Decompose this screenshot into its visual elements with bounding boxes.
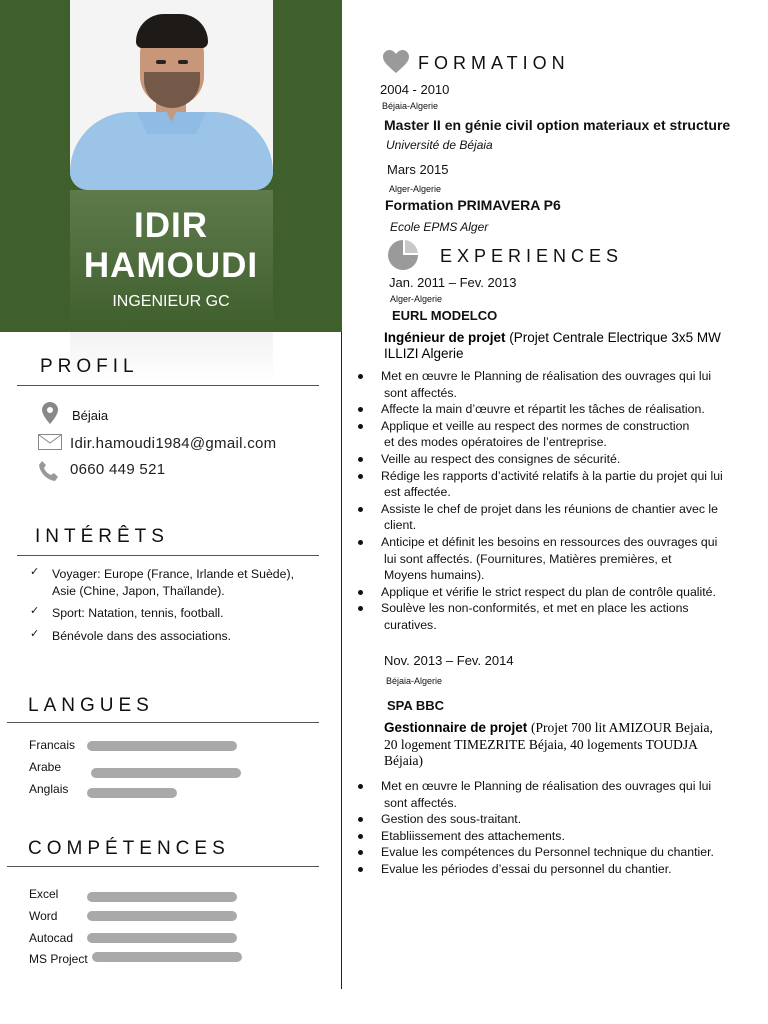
- task-item: [358, 534, 763, 584]
- skill-label: Word: [29, 909, 58, 923]
- profil-divider: [17, 385, 319, 386]
- experiences-heading: EXPERIENCES: [440, 246, 624, 266]
- interest-item: Voyager: Europe (France, Irlande et Suède), Asie (Chine, Japon, Thaïlande).: [52, 567, 294, 598]
- language-label: Arabe: [29, 760, 62, 774]
- bullet-icon: [358, 784, 363, 789]
- bullet-icon: [358, 590, 363, 595]
- task-item: [358, 451, 763, 468]
- task-text: lui sont affectés. (Fournitures, Matières premières, et: [384, 551, 672, 566]
- bullet-icon: [358, 507, 363, 512]
- task-text: sont affectés.: [384, 385, 457, 400]
- task-item: [358, 811, 763, 828]
- job-role: Ingénieur de projet (Projet Centrale Electrique 3x5 MW ILLIZI Algerie: [384, 330, 721, 361]
- skill-label: Autocad: [29, 931, 74, 945]
- task-text: sont affectés.: [384, 795, 457, 810]
- job-task-list: [358, 368, 763, 634]
- bullet-icon: [358, 374, 363, 379]
- first-name: IDIR: [134, 206, 208, 245]
- task-text: Gestion des sous-traitant.: [381, 812, 522, 827]
- formation-degree: Master II en génie civil option materiaux et structure: [384, 117, 731, 133]
- task-text: Applique et vérifie le strict respect du plan de contrôle qualité.: [381, 584, 716, 599]
- task-text: Evalue les compétences du Personnel technique du chantier.: [381, 845, 714, 860]
- task-text: Anticipe et définit les besoins en ressources des ouvrages qui: [381, 534, 718, 549]
- language-level-bar: [87, 741, 237, 751]
- task-text: et des modes opératoires de l’entreprise.: [384, 435, 607, 450]
- skill-level-bar: [87, 911, 237, 921]
- job-location: Alger-Algerie: [390, 294, 443, 304]
- profil-email[interactable]: Idir.hamoudi1984@gmail.com: [70, 435, 277, 452]
- checkmark-icon: ✓: [30, 605, 40, 617]
- bullet-icon: [358, 474, 363, 479]
- bullet-icon: [358, 407, 363, 412]
- competences-divider: [7, 866, 319, 867]
- column-divider: [341, 332, 342, 989]
- bullet-icon: [358, 540, 363, 545]
- bullet-icon: [358, 867, 363, 872]
- job-company: EURL MODELCO: [392, 308, 498, 323]
- task-item: [358, 778, 763, 811]
- job-subtitle: INGENIEUR GC: [112, 293, 230, 310]
- task-text: Met en œuvre le Planning de réalisation des ouvrages qui lui: [381, 779, 712, 793]
- interets-heading: INTÉRÊTS: [35, 526, 169, 547]
- language-level-bar: [87, 788, 177, 798]
- heart-icon: [383, 50, 409, 79]
- formation-school: Université de Béjaia: [386, 138, 493, 152]
- checkmark-icon: ✓: [30, 566, 40, 578]
- task-item: [358, 844, 763, 861]
- task-item: [358, 861, 763, 878]
- profile-photo: [70, 0, 273, 190]
- last-name: HAMOUDI: [83, 246, 259, 285]
- task-item: [358, 501, 763, 534]
- bullet-icon: [358, 850, 363, 855]
- task-text: Rédige les rapports d’activité relatifs à la partie du projet qui lui: [381, 468, 723, 483]
- task-text: Evalue les périodes d’essai du personnel du chantier.: [381, 861, 672, 876]
- language-label: Anglais: [29, 782, 69, 796]
- skill-level-bar: [87, 933, 237, 943]
- langues-heading: LANGUES: [28, 695, 154, 716]
- pie-chart-icon: [388, 240, 420, 275]
- task-text: Etabliissement des attachements.: [381, 828, 565, 843]
- envelope-icon: [38, 434, 62, 455]
- language-level-bar: [91, 768, 241, 778]
- job-company: SPA BBC: [387, 698, 445, 713]
- phone-icon: [38, 460, 60, 487]
- interest-item: Sport: Natation, tennis, football.: [52, 606, 224, 620]
- checkmark-icon: ✓: [30, 628, 40, 640]
- task-text: est affectée.: [384, 485, 451, 500]
- job-role: Gestionnaire de projet (Projet 700 lit AMIZOUR Bejaia, 20 logement TIMEZRITE Béjaia, 40 logements TOUDJA Béjaia): [384, 720, 713, 768]
- task-text: Assiste le chef de projet dans les réunions de chantier avec le: [381, 501, 718, 516]
- job-dates: Nov. 2013 – Fev. 2014: [384, 653, 514, 668]
- profil-location: Béjaia: [72, 408, 109, 423]
- profil-phone[interactable]: 0660 449 521: [70, 461, 166, 478]
- task-text: Veille au respect des consignes de sécurité.: [381, 451, 621, 466]
- task-item: [358, 600, 763, 633]
- task-item: [358, 368, 763, 401]
- formation-degree: Formation PRIMAVERA P6: [385, 197, 561, 213]
- bullet-icon: [358, 424, 363, 429]
- task-item: [358, 468, 763, 501]
- formation-dates: Mars 2015: [387, 162, 449, 177]
- bullet-icon: [358, 457, 363, 462]
- competences-heading: COMPÉTENCES: [28, 838, 230, 859]
- task-text: Applique et veille au respect des normes de construction: [381, 418, 690, 433]
- job-dates: Jan. 2011 – Fev. 2013: [389, 275, 517, 290]
- language-label: Francais: [29, 738, 76, 752]
- profil-heading: PROFIL: [40, 356, 139, 377]
- formation-location: Alger-Algerie: [389, 184, 442, 194]
- task-text: client.: [384, 518, 417, 533]
- task-item: [358, 584, 763, 601]
- bullet-icon: [358, 606, 363, 611]
- formation-location: Béjaia-Algerie: [382, 101, 439, 111]
- formation-dates: 2004 - 2010: [380, 82, 450, 97]
- formation-school: Ecole EPMS Alger: [390, 220, 489, 234]
- skill-label: MS Project: [29, 952, 88, 966]
- task-item: [358, 401, 763, 418]
- task-text: Affecte la main d’œuvre et répartit les tâches de réalisation.: [381, 402, 705, 417]
- task-text: Moyens humains).: [384, 568, 485, 583]
- task-text: curatives.: [384, 617, 437, 632]
- langues-divider: [7, 722, 319, 723]
- formation-heading: FORMATION: [418, 53, 570, 73]
- skill-level-bar: [92, 952, 242, 962]
- bullet-icon: [358, 834, 363, 839]
- task-item: [358, 418, 763, 451]
- task-text: Soulève les non-conformités, et met en place les actions: [381, 601, 689, 616]
- task-text: Met en œuvre le Planning de réalisation des ouvrages qui lui: [381, 369, 712, 383]
- job-location: Béjaia-Algerie: [386, 676, 443, 686]
- location-pin-icon: [42, 402, 58, 429]
- interets-divider: [17, 555, 319, 556]
- bullet-icon: [358, 817, 363, 822]
- task-item: [358, 828, 763, 845]
- skill-level-bar: [87, 892, 237, 902]
- interest-item: Bénévole dans des associations.: [52, 629, 232, 643]
- skill-label: Excel: [29, 887, 59, 901]
- job-task-list: [358, 778, 763, 878]
